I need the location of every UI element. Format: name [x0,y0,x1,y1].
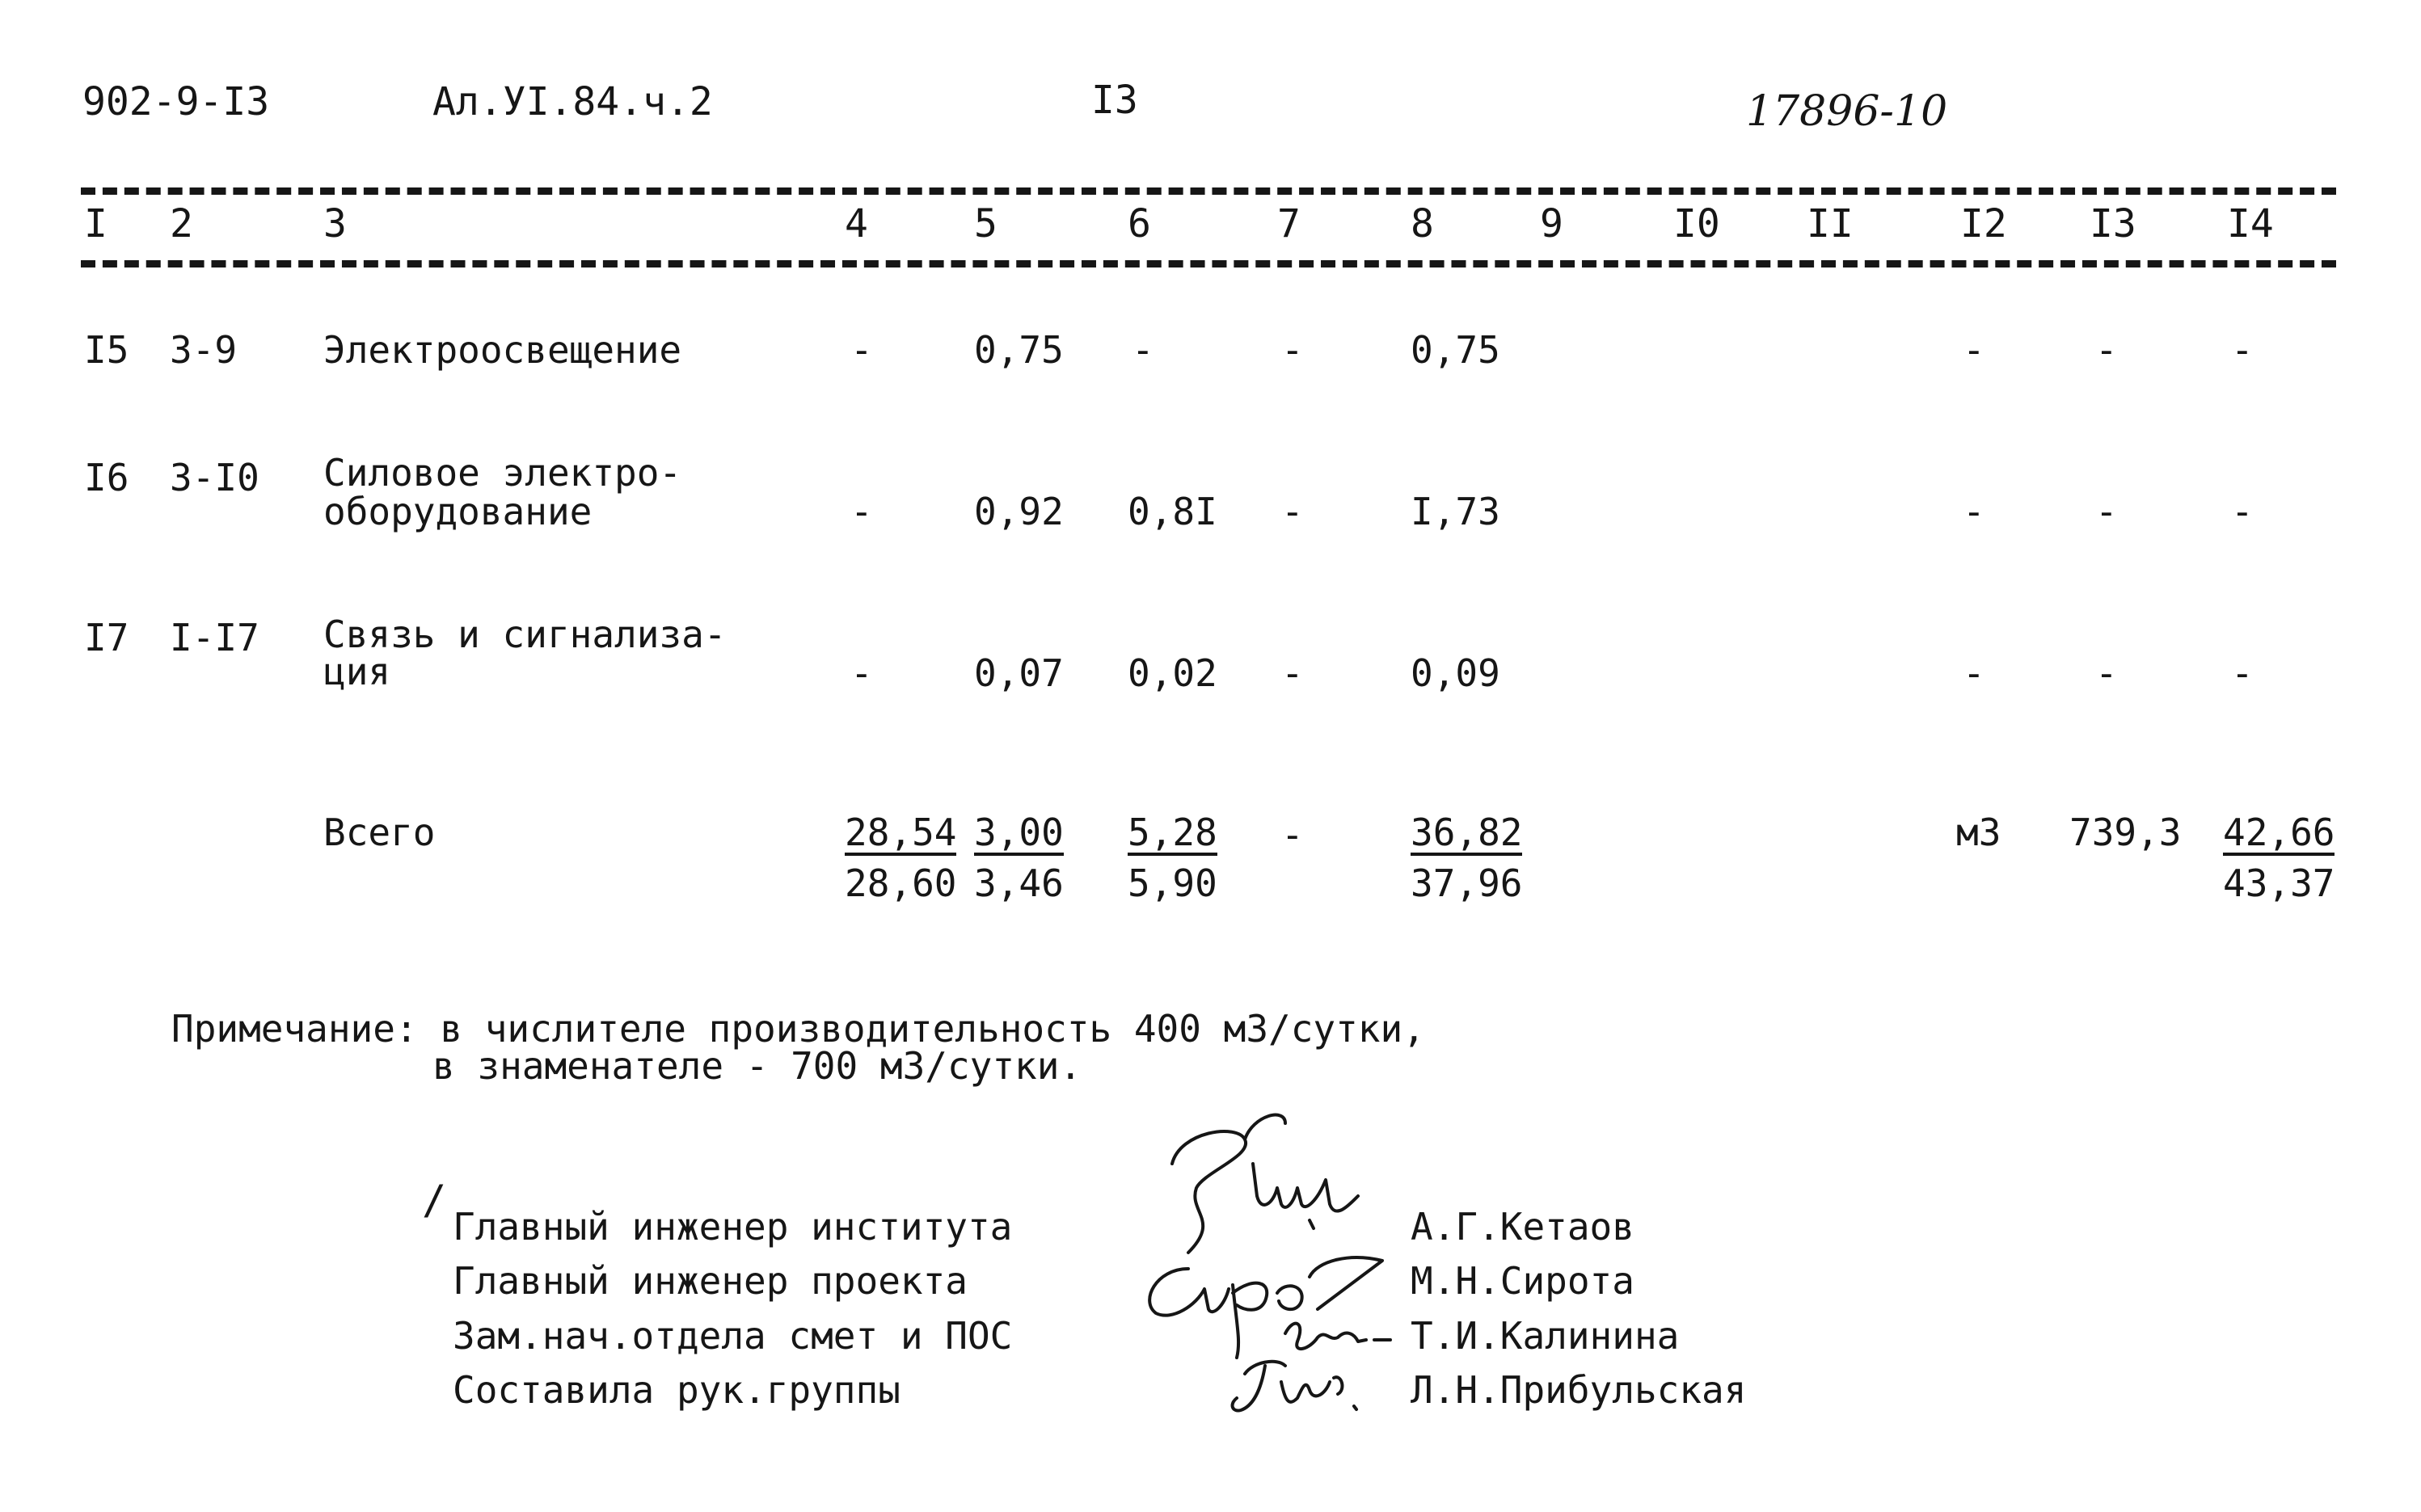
handwritten-signature-sirota [1149,1257,1382,1358]
row-code: 3-I0 [170,456,259,499]
cell-col4: - [850,651,873,695]
row-number: I6 [84,456,129,499]
column-header: I2 [1960,201,2007,246]
total-col4-numerator: 28,54 [845,811,957,854]
total-col8-denominator: 37,96 [1411,861,1523,905]
cell-col4: - [850,328,873,372]
cell-col6: 0,8I [1128,490,1217,533]
cell-col6: 0,02 [1128,651,1217,695]
column-header: 4 [845,201,868,246]
total-col14-numerator: 42,66 [2223,811,2335,854]
row-name: Электроосвещение [323,328,682,372]
total-col13: 739,3 [2069,811,2182,854]
column-header: 5 [974,201,998,246]
cell-col5: 0,07 [974,651,1064,695]
cell-col8: 0,09 [1411,651,1500,695]
column-header: I0 [1673,201,1720,246]
column-header: 2 [170,201,193,246]
column-header: II [1807,201,1854,246]
total-col6-denominator: 5,90 [1128,861,1217,905]
cell-col7: - [1281,490,1304,533]
row-name-line: Силовое электро- [323,451,682,495]
cell-col12: - [1963,328,1985,372]
total-col4-denominator: 28,60 [845,861,957,905]
total-col5-denominator: 3,46 [974,861,1064,905]
header-bottom-rule [81,260,2336,267]
note-line-1: Примечание: в числителе производительность 400 м3/сутки, [171,1007,1425,1051]
column-header: 6 [1128,201,1151,246]
page-number: I3 [1091,78,1138,123]
handwritten-signature-kalinina [1285,1324,1390,1349]
header-top-rule [81,187,2336,195]
handwritten-signature-pribulskaya [1233,1362,1356,1411]
column-header: 9 [1540,201,1563,246]
cell-col5: 0,92 [974,490,1064,533]
column-header: 3 [323,201,347,246]
total-col7: - [1281,813,1304,857]
signatory-name: Т.И.Калинина [1411,1314,1680,1358]
total-unit: м3 [1956,811,2001,854]
handwritten-signatures [1124,1099,1398,1438]
signatory-position: Составила рук.группы [453,1368,900,1412]
row-name-line: Связь и сигнализа- [323,613,727,656]
cell-col14: - [2231,490,2254,533]
cell-col7: - [1281,328,1304,372]
cell-col12: - [1963,651,1985,695]
note-line-2: в знаменателе - 700 м3/сутки. [432,1044,1082,1088]
document-code: 902-9-I3 [82,79,270,124]
row-number: I7 [84,616,129,659]
signatory-position: Главный инженер института [453,1205,1013,1249]
signatory-name: М.Н.Сирота [1411,1259,1634,1303]
total-col8-numerator: 36,82 [1411,811,1523,854]
cell-col7: - [1281,651,1304,695]
row-code: I-I7 [170,616,259,659]
cell-col13: - [2095,328,2118,372]
cell-col13: - [2095,490,2118,533]
handwritten-signature-ketaov [1172,1115,1358,1253]
total-col14-denominator: 43,37 [2223,861,2335,905]
cell-col14: - [2231,651,2254,695]
column-header: 8 [1411,201,1434,246]
signatory-position: Главный инженер проекта [453,1259,968,1303]
row-code: 3-9 [170,328,238,372]
signatory-name: А.Г.Кетаов [1411,1205,1634,1249]
cell-col8: 0,75 [1411,328,1500,372]
cell-col13: - [2095,651,2118,695]
total-label: Всего [323,811,436,854]
cell-col14: - [2231,328,2254,372]
total-col6-numerator: 5,28 [1128,811,1217,854]
album-reference: Ал.УI.84.ч.2 [432,79,713,124]
cell-col4: - [850,490,873,533]
column-header: I4 [2227,201,2274,246]
cell-col6: - [1132,328,1154,372]
cell-col5: 0,75 [974,328,1064,372]
margin-tick-mark: / [422,1177,447,1223]
column-header: 7 [1277,201,1301,246]
column-header: I3 [2090,201,2136,246]
cell-col12: - [1963,490,1985,533]
row-number: I5 [84,328,129,372]
total-col5-numerator: 3,00 [974,811,1064,854]
row-name-line: ция [323,650,391,693]
cell-col8: I,73 [1411,490,1500,533]
signatory-name: Л.Н.Прибульская [1411,1368,1747,1412]
inventory-number: 17896-10 [1746,87,1948,136]
row-name-line: оборудование [323,490,593,533]
column-header: I [84,201,108,246]
signatory-position: Зам.нач.отдела смет и ПОС [453,1314,1013,1358]
